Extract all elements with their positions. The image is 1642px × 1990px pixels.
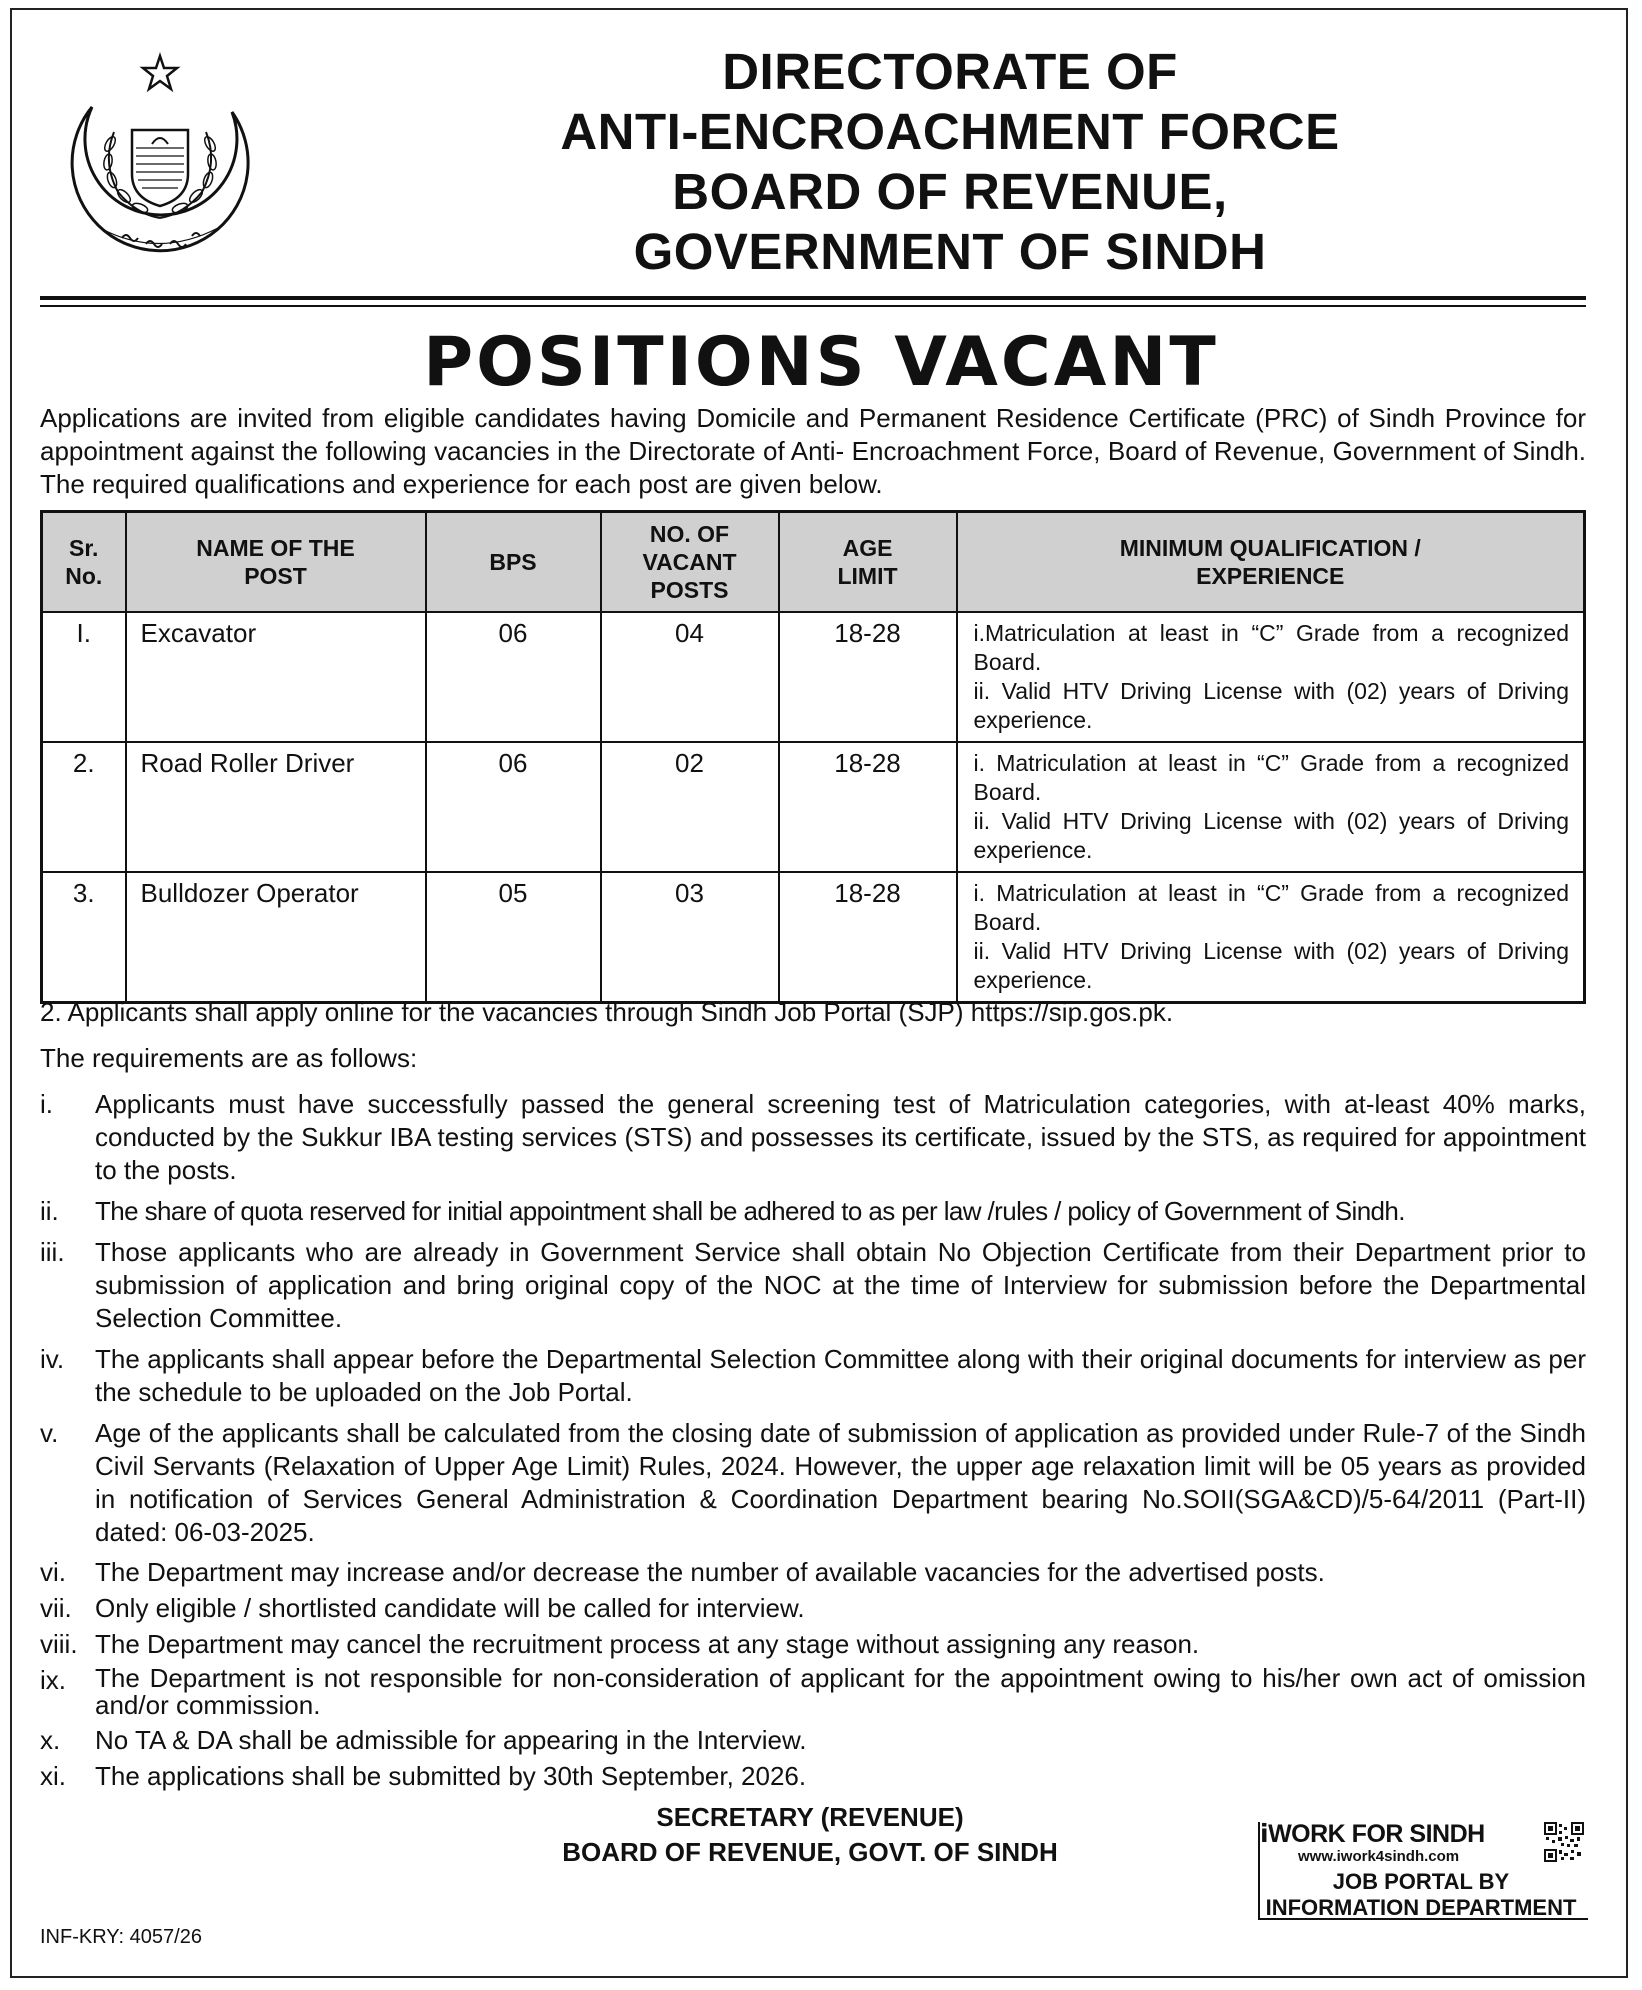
list-item [40, 1088, 1586, 1187]
item-number: iv. [40, 1344, 65, 1374]
list-item [40, 1236, 1586, 1335]
cell-sr-no: I. [42, 612, 126, 742]
item-number: x. [40, 1725, 61, 1755]
item-text: The share of quota reserved for initial appointment shall be adhered to as per law /rules / policy of Government of Sindh. [95, 1196, 1405, 1226]
list-item [40, 1557, 1586, 1587]
col-header-sr-no: Sr. No. [42, 512, 126, 613]
cell-sr-no: 2. [42, 742, 126, 872]
item-text: The applicants shall appear before the Departmental Selection Committee along with their original documents for interview as per the schedule to be uploaded on the Job Portal. [95, 1344, 1586, 1407]
item-text: The applications shall be submitted by 30th September, 2026. [95, 1761, 807, 1791]
cell-age-limit: 18-28 [779, 872, 957, 1003]
item-text: Age of the applicants shall be calculated from the closing date of submission of application as provided under Rule-7 of the Sindh Civil Servants (Relaxation of Upper Age Limit) Rules, 2024. However, the upper age relaxation limit will be 05 years as provided in notification of Services General Administration & Coordination Department bearing No.SOII(SGA&CD)/5-64/2011 (Part-II) dated: 06-03-2025. [95, 1418, 1586, 1547]
header-divider-thin [40, 305, 1586, 307]
list-item [40, 1725, 1586, 1755]
cell-qualification [957, 612, 1585, 742]
iwork-for-sindh-logo [1258, 1818, 1588, 1960]
table-row [42, 742, 1585, 872]
cell-age-limit: 18-28 [779, 612, 957, 742]
item-text: The Department may cancel the recruitment process at any stage without assigning any reason. [95, 1629, 1200, 1659]
list-item [40, 1593, 1586, 1623]
list-item [40, 1417, 1586, 1549]
directorate-title [340, 42, 1560, 282]
cell-sr-no: 3. [42, 872, 126, 1003]
list-item [40, 1343, 1586, 1409]
iwork-logo-text: ı̇WORK FOR SINDH [1260, 1819, 1485, 1848]
item-text: Those applicants who are already in Government Service shall obtain No Objection Certificate from their Department prior to submission of application and bring original copy of the NOC at the time of Interview for submission before the Departmental Selection Committee. [95, 1237, 1586, 1333]
cell-bps: 05 [426, 872, 601, 1003]
table-header-row [42, 512, 1585, 613]
item-text: The Department is not responsible for non-consideration of applicant for the appointment owing to his/her own act of omission and/or commission. [95, 1663, 1586, 1720]
list-item [40, 1195, 1586, 1228]
requirements-intro: The requirements are as follows: [40, 1043, 418, 1073]
qualification-line: i.Matriculation at least in “C” Grade from a recognized Board. [973, 620, 1569, 675]
qualification-line: i. Matriculation at least in “C” Grade from a recognized Board. [973, 880, 1569, 935]
col-header-age-limit: AGE LIMIT [779, 512, 957, 613]
title-line: DIRECTORATE OF [722, 43, 1178, 100]
requirements-list [40, 1088, 1586, 1797]
col-header-post-name: NAME OF THE POST [126, 512, 426, 613]
cell-qualification [957, 872, 1585, 1003]
cell-post-name: Excavator [126, 612, 426, 742]
cell-post-name: Road Roller Driver [126, 742, 426, 872]
apply-online-note: 2. Applicants shall apply online for the vacancies through Sindh Job Portal (SJP) https://sip.gos.pk. [40, 997, 1174, 1027]
intro-paragraph: Applications are invited from eligible candidates having Domicile and Permanent Residence Certificate (PRC) of Sindh Province for appointment against the following vacancies in the Directorate of Anti- Encroachment Force, Board of Revenue, Government of Sindh. The required qualifications and experience for each post are given below. [40, 403, 1586, 499]
title-line: BOARD OF REVENUE, [672, 163, 1228, 220]
qr-code-icon [1544, 1822, 1584, 1862]
header [40, 42, 1600, 282]
item-number: ix. [40, 1665, 66, 1695]
item-number: i. [40, 1089, 53, 1119]
qualification-line: ii. Valid HTV Driving License with (02) years of Driving experience. [973, 808, 1569, 863]
cell-bps: 06 [426, 742, 601, 872]
job-portal-line: JOB PORTAL BY [1332, 1869, 1510, 1894]
title-line: ANTI-ENCROACHMENT FORCE [560, 103, 1340, 160]
item-text: The Department may increase and/or decrease the number of available vacancies for the advertised posts. [95, 1557, 1325, 1587]
cell-post-name: Bulldozer Operator [126, 872, 426, 1003]
table-row [42, 872, 1585, 1003]
signatory-title: SECRETARY (REVENUE) [656, 1802, 964, 1832]
qualification-line: i. Matriculation at least in “C” Grade from a recognized Board. [973, 750, 1569, 805]
item-number: ii. [40, 1196, 59, 1226]
qualification-line: ii. Valid HTV Driving License with (02) years of Driving experience. [973, 938, 1569, 993]
information-department-line: INFORMATION DEPARTMENT [1265, 1895, 1577, 1920]
item-number: v. [40, 1418, 59, 1448]
signatory-office: BOARD OF REVENUE, GOVT. OF SINDH [562, 1837, 1058, 1867]
cell-bps: 06 [426, 612, 601, 742]
vacancies-table [40, 510, 1586, 1004]
sindh-government-emblem-icon [52, 52, 252, 262]
col-header-vacant-posts: NO. OF VACANT POSTS [601, 512, 779, 613]
item-number: iii. [40, 1237, 65, 1267]
item-text: Only eligible / shortlisted candidate will be called for interview. [95, 1593, 805, 1623]
item-text: Applicants must have successfully passed the general screening test of Matriculation categories, with at-least 40% marks, conducted by the Sukkur IBA testing services (STS) and possesses its certificate, issued by the STS, as required for appointment to the posts. [95, 1089, 1586, 1185]
header-divider-thick [40, 296, 1586, 300]
list-item [40, 1761, 1586, 1791]
cell-vacant-posts: 02 [601, 742, 779, 872]
col-header-qualification: MINIMUM QUALIFICATION / EXPERIENCE [957, 512, 1585, 613]
iwork-url: www.iwork4sindh.com [1298, 1848, 1460, 1865]
item-number: vi. [40, 1557, 66, 1587]
list-item [40, 1629, 1586, 1659]
reference-number: INF-KRY: 4057/26 [40, 1926, 202, 1948]
title-line: GOVERNMENT OF SINDH [633, 223, 1267, 280]
signature-block [440, 1800, 1180, 1870]
cell-vacant-posts: 04 [601, 612, 779, 742]
cell-qualification [957, 742, 1585, 872]
table-row [42, 612, 1585, 742]
positions-vacant-headline: POSITIONS VACANT [423, 323, 1219, 402]
qualification-line: ii. Valid HTV Driving License with (02) years of Driving experience. [973, 678, 1569, 733]
item-number: vii. [40, 1593, 72, 1623]
cell-vacant-posts: 03 [601, 872, 779, 1003]
cell-age-limit: 18-28 [779, 742, 957, 872]
item-text: No TA & DA shall be admissible for appearing in the Interview. [95, 1725, 807, 1755]
col-header-bps: BPS [426, 512, 601, 613]
list-item [40, 1665, 1586, 1719]
item-number: viii. [40, 1629, 78, 1659]
item-number: xi. [40, 1761, 66, 1791]
